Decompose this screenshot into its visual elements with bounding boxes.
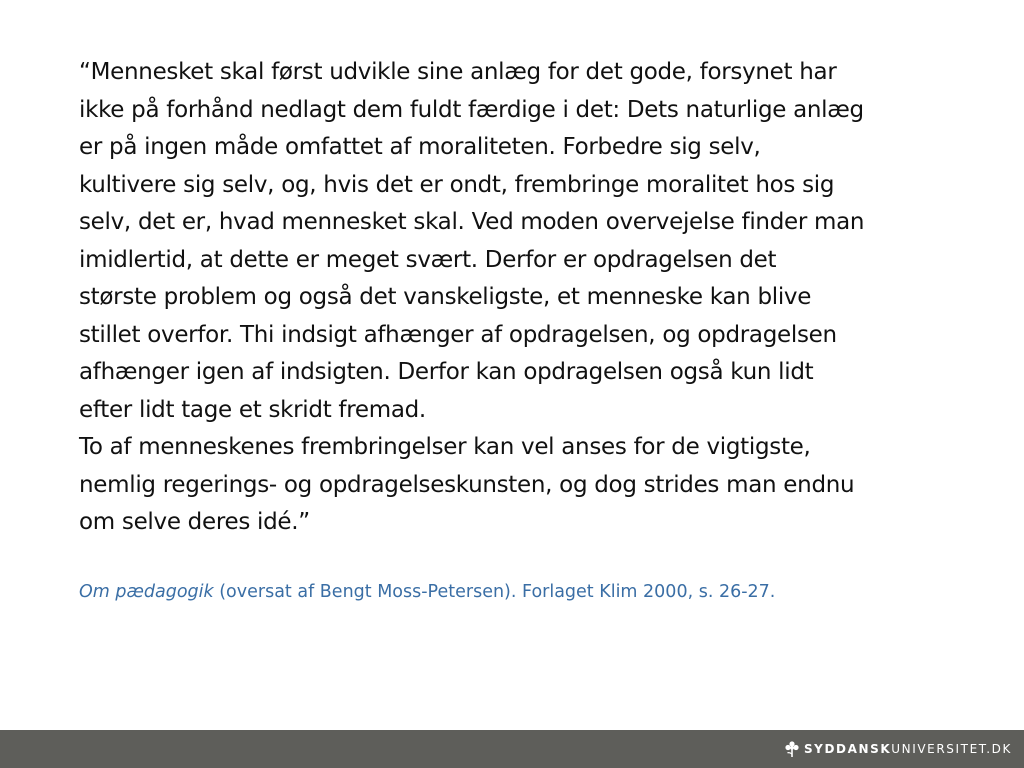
quote-line: største problem og også det vanskeligste, et menneske kan blive — [79, 284, 812, 310]
citation — [79, 578, 775, 606]
footer-bar — [0, 730, 1024, 768]
citation-title: Om pædagogik — [79, 582, 214, 602]
quote-line: ikke på forhånd nedlagt dem fuldt færdige i det: Dets naturlige anlæg — [79, 96, 864, 123]
logo-text-light: UNIVERSITET.DK — [891, 742, 1012, 756]
logo-text-bold: SYDDANSK — [803, 742, 892, 756]
quote-line: stillet overfor. Thi indsigt afhænger af opdragelsen, og opdragelsen — [79, 321, 837, 348]
quote-line: er på ingen måde omfattet af moraliteten. Forbedre sig selv, — [79, 134, 761, 160]
quote-line: afhænger igen af indsigten. Derfor kan opdragelsen også kun lidt — [79, 359, 814, 385]
quote-line: imidlertid, at dette er meget svært. Derfor er opdragelsen det — [79, 246, 777, 273]
quote-line: kultivere sig selv, og, hvis det er ondt, frembringe moralitet hos sig — [79, 171, 835, 198]
flower-icon — [784, 740, 800, 758]
quote-line: “Mennesket skal først udvikle sine anlæg for det gode, forsynet har — [79, 59, 837, 85]
quote-line: To af menneskenes frembringelser kan vel anses for de vigtigste, — [79, 434, 811, 460]
university-logo — [784, 739, 1012, 759]
citation-details: (oversat af Bengt Moss-Petersen). Forlaget Klim 2000, s. 26-27. — [213, 582, 776, 602]
quote-line: efter lidt tage et skridt fremad. — [79, 396, 426, 423]
quote-line: om selve deres idé.” — [79, 509, 310, 535]
quote-line: nemlig regerings- og opdragelseskunsten, og dog strides man endnu — [79, 471, 855, 498]
quote-line: selv, det er, hvad mennesket skal. Ved moden overvejelse finder man — [79, 209, 865, 235]
quote-text — [79, 54, 959, 542]
